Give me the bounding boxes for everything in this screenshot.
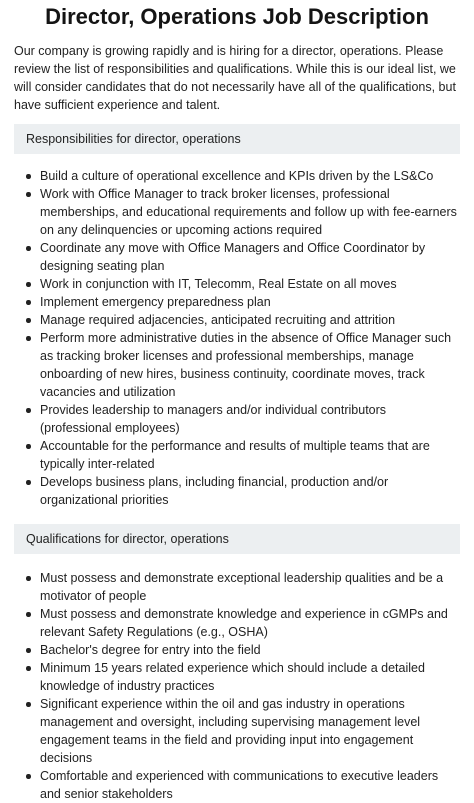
list-item: Comfortable and experienced with communications to executive leaders and senior stakeholders: [14, 767, 460, 803]
list-item: Provides leadership to managers and/or individual contributors (professional employees): [14, 401, 460, 437]
list-item: Build a culture of operational excellence and KPIs driven by the LS&Co: [14, 167, 460, 185]
list-item: Must possess and demonstrate knowledge and experience in cGMPs and relevant Safety Regulations (e.g., OSHA): [14, 605, 460, 641]
list-item: Work in conjunction with IT, Telecomm, Real Estate on all moves: [14, 275, 460, 293]
list-item: Perform more administrative duties in the absence of Office Manager such as tracking broker licenses and professional memberships, manage onboarding of new hires, business continuity, coordinate moves, track vacancies and utilization: [14, 329, 460, 401]
list-item: Minimum 15 years related experience which should include a detailed knowledge of industry practices: [14, 659, 460, 695]
page-title: Director, Operations Job Description: [45, 4, 429, 29]
list-item: Accountable for the performance and results of multiple teams that are typically inter-related: [14, 437, 460, 473]
qualifications-list: [14, 569, 460, 803]
list-item: Coordinate any move with Office Managers and Office Coordinator by designing seating plan: [14, 239, 460, 275]
list-item: Bachelor's degree for entry into the field: [14, 641, 460, 659]
list-item: Significant experience within the oil and gas industry in operations management and oversight, including supervising management level engagement teams in the field and providing input into engagement decisions: [14, 695, 460, 767]
list-item: Must possess and demonstrate exceptional leadership qualities and be a motivator of people: [14, 569, 460, 605]
responsibilities-heading: Responsibilities for director, operations: [14, 124, 460, 154]
list-item: Develops business plans, including financial, production and/or organizational priorities: [14, 473, 460, 509]
list-item: Work with Office Manager to track broker licenses, professional memberships, and educational requirements and follow up with fee-earners on any delinquencies or upcoming actions required: [14, 185, 460, 239]
responsibilities-list: [14, 167, 460, 509]
list-item: Implement emergency preparedness plan: [14, 293, 460, 311]
intro-paragraph: Our company is growing rapidly and is hiring for a director, operations. Please review the list of responsibilities and qualifications. While this is our ideal list, we will consider candidates that do not necessarily have all of the qualifications, but have sufficient experience and talent.: [14, 44, 456, 112]
qualifications-heading: Qualifications for director, operations: [14, 524, 460, 554]
list-item: Manage required adjacencies, anticipated recruiting and attrition: [14, 311, 460, 329]
